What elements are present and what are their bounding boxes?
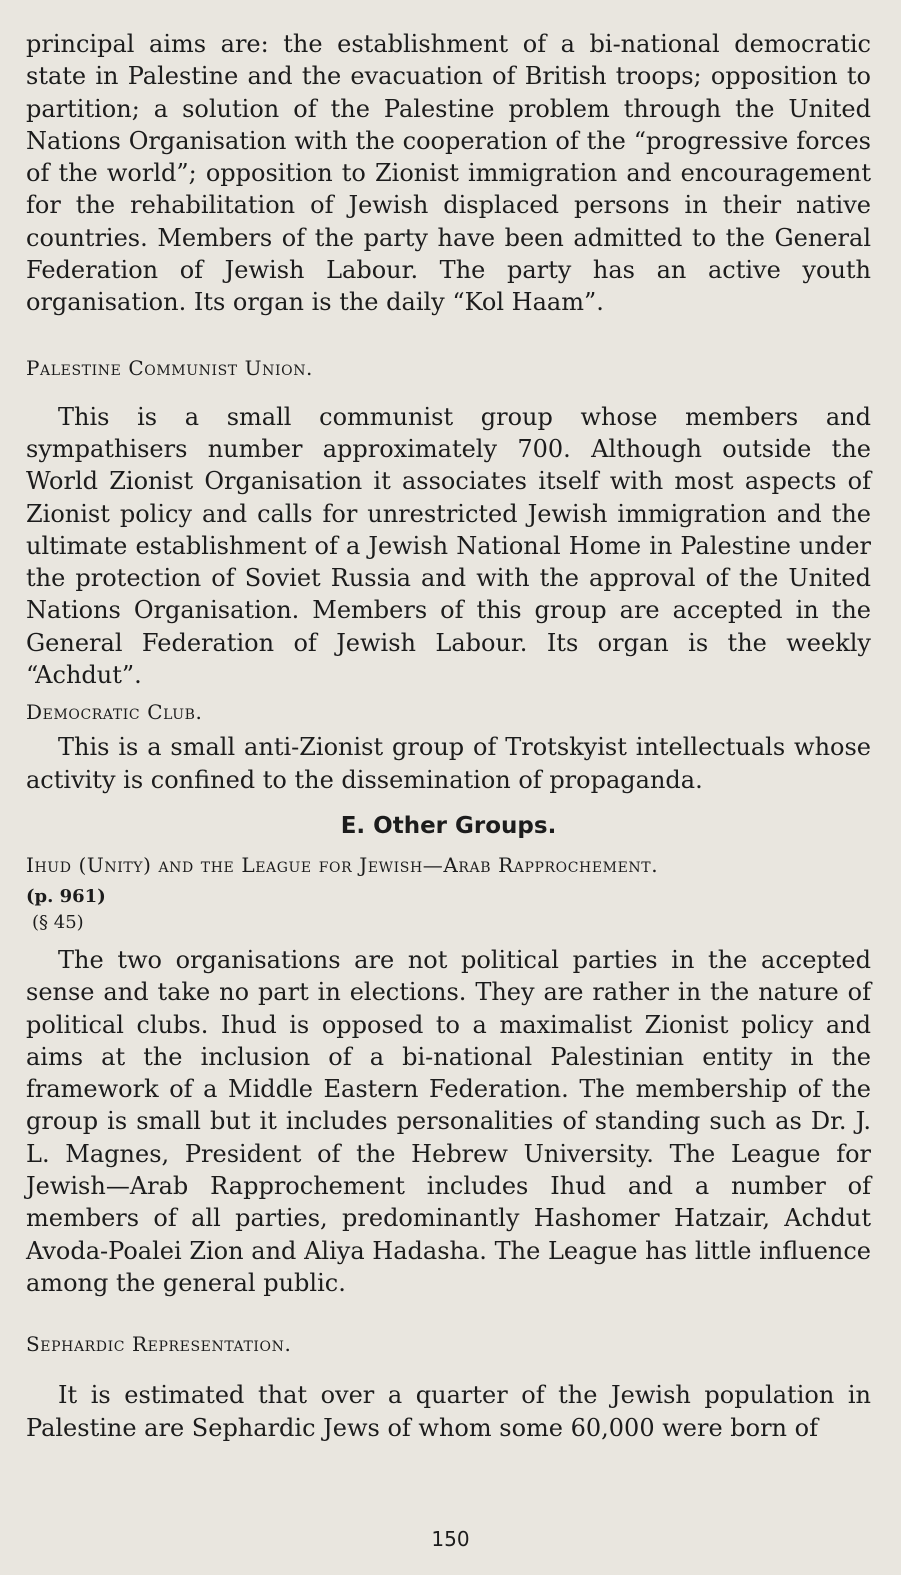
paragraph-sephardic: It is estimated that over a quarter of the Jewish population in Palestine are Sephardic Jews of whom some 60,000 were born of bbox=[26, 1381, 871, 1442]
page-reference: (p. 961) bbox=[26, 885, 106, 907]
paragraph-ihud: The two organisations are not political parties in the accepted sense and take no part in elections. They are rather in the nature of political clubs. Ihud is opposed to a maximalist Zionist policy and aims at the inclusion of a bi-national Palestinian entity in the framework of a Middle Eastern Federation. The membership of the group is small but it includes personalities of standing such as Dr. J. L. Magnes, President of the Hebrew University. The League for Jewish—Arab Rapprochement includes Ihud and a number of members of all parties, predominantly Hashomer Hatzair, Achdut Avoda-Poalei Zion and Aliya Hadasha. The League has little influence among the general public. bbox=[26, 945, 871, 1297]
heading-democratic-club: Democratic Club. bbox=[26, 700, 203, 725]
section-reference: (§ 45) bbox=[32, 911, 84, 933]
page-number: 150 bbox=[431, 1527, 470, 1551]
paragraph-democratic-club: This is a small anti-Zionist group of Trotskyist intellectuals whose activity is confined to the dissemination of propaganda. bbox=[26, 733, 871, 794]
heading-sephardic-representation: Sephardic Representation. bbox=[26, 1332, 292, 1357]
heading-palestine-communist-union: Palestine Communist Union. bbox=[26, 355, 314, 380]
paragraph-communist-union: This is a small communist group whose members and sympathisers number approximately 700. Although outside the World Zionist Organisation it associates itself with most aspects of Zionist policy and calls for unrestricted Jewish immigration and the ultimate establishment of a Jewish National Home in Palestine under the protection of Soviet Russia and with the approval of the United Nations Organisation. Members of this group are accepted in the General Federation of Jewish Labour. Its organ is the weekly “Achdut”. bbox=[26, 402, 871, 690]
section-title-other-groups: E. Other Groups. bbox=[340, 812, 557, 839]
paragraph-party-aims: principal aims are: the establishment of a bi-national democratic state in Palestine and the evacuation of British troops; opposition to partition; a solution of the Palestine problem through the United Nations Organisation with the cooperation of the “progressive forces of the world”; opposition to Zionist immigration and encouragement for the rehabilitation of Jewish displaced persons in their native countries. Members of the party have been admitted to the General Federation of Jewish Labour. The party has an active youth organisation. Its organ is the daily “Kol Haam”. bbox=[26, 30, 871, 317]
heading-ihud: Ihud (Unity) and the League for Jewish—Arab Rapprochement. bbox=[26, 852, 659, 877]
